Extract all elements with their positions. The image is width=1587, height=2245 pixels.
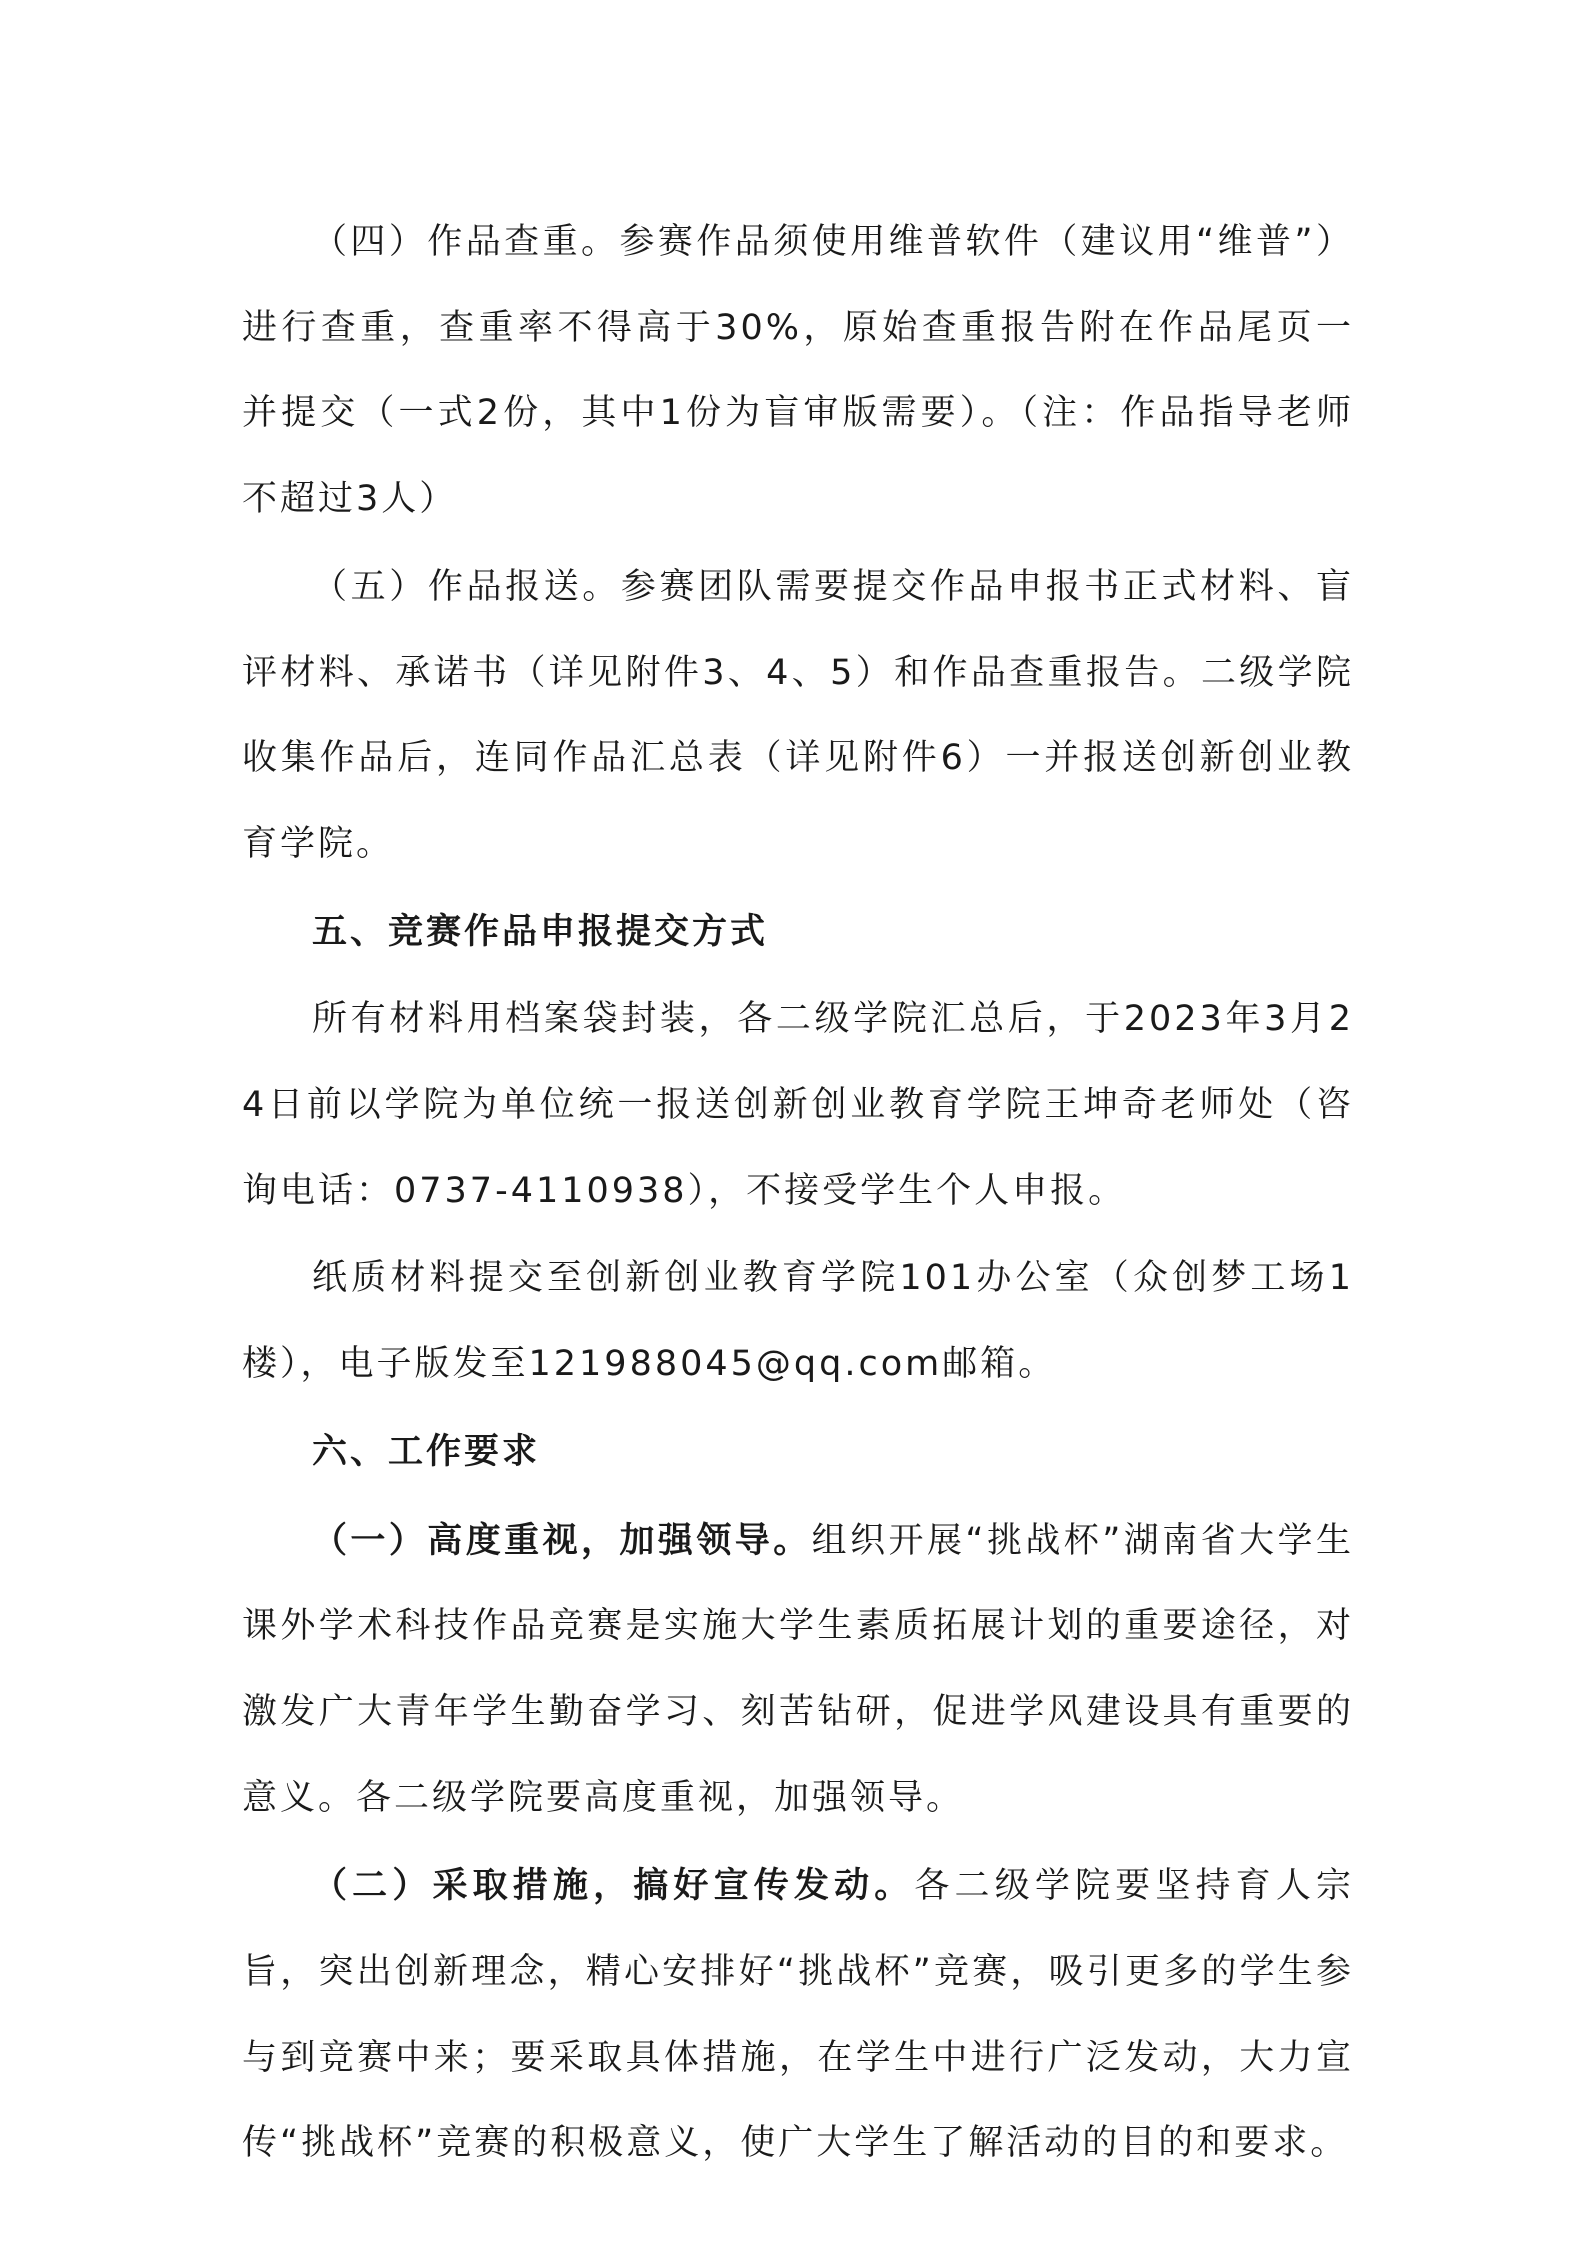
paragraph-work-submission: （五）作品报送。参赛团队需要提交作品申报书正式材料、盲评材料、承诺书（详见附件3、4、5）和作品查重报告。二级学院收集作品后，连同作品汇总表（详见附件6）一并报送创新创业教育学院。 — [242, 566, 1354, 864]
paragraph-submission-address: 纸质材料提交至创新创业教育学院101办公室（众创梦工场1楼），电子版发至121988045@qq.com邮箱。 — [242, 1258, 1354, 1385]
section-heading-submission-method: 五、竞赛作品申报提交方式 — [312, 911, 769, 952]
paragraph-submission-deadline: 所有材料用档案袋封装，各二级学院汇总后，于2023年3月24日前以学院为单位统一报送创新创业教育学院王坤奇老师处（咨询电话：0737-4110938），不接受学生个人申报。 — [242, 999, 1354, 1211]
document-body — [242, 200, 1354, 2189]
section-heading-work-requirements: 六、工作要求 — [312, 1431, 541, 1472]
requirement-1-body: 组织开展“挑战杯”湖南省大学生课外学术科技作品竞赛是实施大学生素质拓展计划的重要途径，对激发广大青年学生勤奋学习、刻苦钻研，促进学风建设具有重要的意义。各二级学院要高度重视，加强领导。 — [242, 1520, 1354, 1818]
paragraph-requirement-2 — [242, 1843, 1354, 2187]
requirement-1-lead: （一）高度重视，加强领导。 — [312, 1519, 812, 1561]
requirement-2-body: 各二级学院要坚持育人宗旨，突出创新理念，精心安排好“挑战杯”竞赛，吸引更多的学生参与到竞赛中来；要采取具体措施，在学生中进行广泛发动，大力宣传“挑战杯”竞赛的积极意义，使广大学生了解活动的目的和要求。 — [242, 1866, 1354, 2164]
paragraph-requirement-1 — [242, 1498, 1354, 1842]
requirement-2-lead: （二）采取措施，搞好宣传发动。 — [312, 1865, 915, 1907]
paragraph-work-duplicate-check: （四）作品查重。参赛作品须使用维普软件（建议用“维普”）进行查重，查重率不得高于30%，原始查重报告附在作品尾页一并提交（一式2份，其中1份为盲审版需要）。（注：作品指导老师不超过3人） — [242, 222, 1354, 520]
